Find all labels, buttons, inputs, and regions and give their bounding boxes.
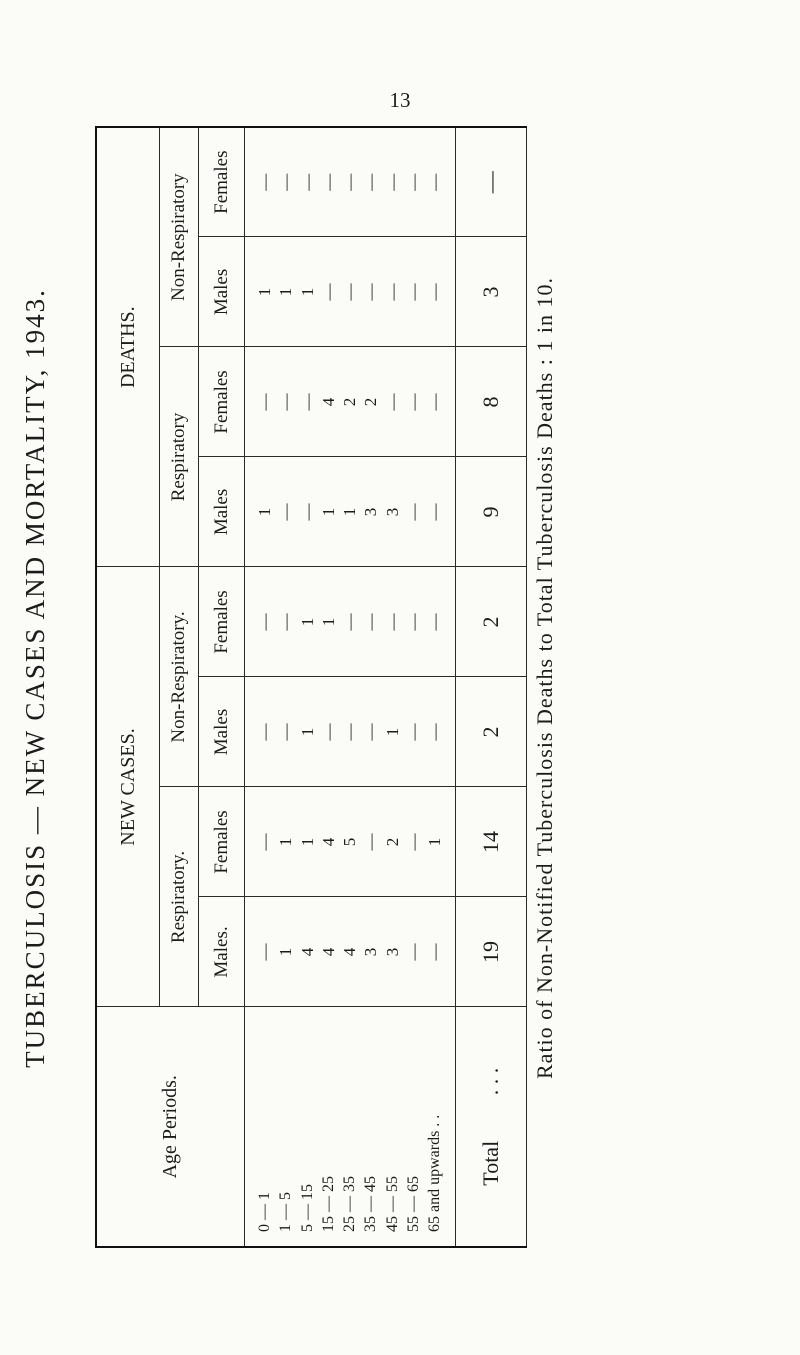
d-nonresp-females-header: Females xyxy=(199,127,245,237)
rotated-table-page xyxy=(10,78,580,1278)
d-nonresp-males-values xyxy=(245,237,456,347)
table-cell-value: 1 xyxy=(318,617,338,627)
table-cell-value: — xyxy=(425,283,444,301)
nc-nonresp-females-header: Females xyxy=(199,567,245,677)
table-cell-value: 1 xyxy=(340,507,359,517)
table-cell-value: — xyxy=(276,503,296,521)
nc-resp-females-header: Females xyxy=(199,787,245,897)
total-d-nonresp-females: — xyxy=(456,127,527,237)
total-nc-nonresp-females: 2 xyxy=(456,567,527,677)
age-period: 5 — 15 xyxy=(298,1184,316,1232)
table-cell-value: 4 xyxy=(318,397,338,407)
age-period: 55 — 65 xyxy=(404,1176,422,1232)
age-period: 1 — 5 xyxy=(277,1192,295,1232)
table-cell-value: — xyxy=(255,943,274,961)
new-cases-header: NEW CASES. xyxy=(96,567,160,1007)
nc-nonresp-males-values xyxy=(245,677,456,787)
table-cell-value: 2 xyxy=(361,397,381,407)
table-cell-value: 4 xyxy=(318,947,338,957)
nc-resp-males-header: Males. xyxy=(199,897,245,1007)
table-cell-value: — xyxy=(255,833,274,851)
total-nc-nonresp-males: 2 xyxy=(456,677,527,787)
nc-resp-females-values xyxy=(245,787,456,897)
table-cell-value: — xyxy=(403,393,423,411)
table-cell-value: — xyxy=(425,393,444,411)
table-cell-value: 3 xyxy=(382,947,402,957)
table-cell-value: — xyxy=(340,723,359,741)
table-cell-value: 4 xyxy=(340,947,359,957)
age-period: 35 — 45 xyxy=(362,1176,380,1232)
nc-nonresp-males-header: Males xyxy=(199,677,245,787)
total-nc-resp-females: 14 xyxy=(456,787,527,897)
table-cell-value: — xyxy=(425,943,444,961)
table-cell-value: 2 xyxy=(340,397,359,407)
total-label-cell xyxy=(456,1007,527,1247)
age-period: 25 — 35 xyxy=(341,1176,358,1232)
table-cell-value: 1 xyxy=(276,837,296,847)
table-cell-value: 1 xyxy=(382,727,402,737)
table-cell-value: — xyxy=(276,173,296,191)
table-cell-value: 3 xyxy=(361,947,381,957)
table-cell-value: — xyxy=(361,613,381,631)
table-cell-value: 5 xyxy=(340,837,359,847)
d-resp-females-header: Females xyxy=(199,347,245,457)
table-cell-value: 1 xyxy=(255,287,274,297)
table-cell-value: — xyxy=(340,613,359,631)
table-cell-value: 3 xyxy=(361,507,381,517)
table-cell-value: — xyxy=(361,173,381,191)
nc-resp-males-values xyxy=(245,897,456,1007)
total-dots: . . . xyxy=(478,1067,503,1096)
table-cell-value: — xyxy=(318,173,338,191)
table-cell-value: — xyxy=(403,173,423,191)
table-cell-value: — xyxy=(255,613,274,631)
total-d-nonresp-males: 3 xyxy=(456,237,527,347)
total-d-resp-females: 8 xyxy=(456,347,527,457)
table-cell-value: — xyxy=(318,283,338,301)
d-nonresp-males-header: Males xyxy=(199,237,245,347)
table-cell-value: — xyxy=(276,393,296,411)
table-cell-value: — xyxy=(361,723,381,741)
nc-respiratory-header: Respiratory. xyxy=(160,787,199,1007)
table-cell-value: 1 xyxy=(297,837,317,847)
d-non-respiratory-header: Non-Respiratory xyxy=(160,127,199,347)
table-cell-value: — xyxy=(361,833,381,851)
page-number: 13 xyxy=(389,88,411,112)
tuberculosis-table xyxy=(95,126,527,1248)
table-cell-value: 1 xyxy=(318,507,338,517)
table-cell-value: — xyxy=(403,723,423,741)
table-cell-value: — xyxy=(403,283,423,301)
deaths-header: DEATHS. xyxy=(96,127,160,567)
table-cell-value: — xyxy=(403,503,423,521)
total-d-resp-males: 9 xyxy=(456,457,527,567)
table-cell-value: — xyxy=(255,393,274,411)
table-cell-value: 1 xyxy=(297,287,317,297)
table-cell-value: — xyxy=(382,393,402,411)
table-cell-value: — xyxy=(403,943,423,961)
age-periods-list xyxy=(245,1007,456,1247)
age-period: 45 — 55 xyxy=(383,1176,401,1232)
table-cell-value: 4 xyxy=(297,947,317,957)
nc-nonresp-females-values xyxy=(245,567,456,677)
d-respiratory-header: Respiratory xyxy=(160,347,199,567)
table-cell-value: — xyxy=(276,723,296,741)
table-cell-value: — xyxy=(276,613,296,631)
age-period: 15 — 25 xyxy=(319,1176,337,1232)
table-cell-value: — xyxy=(425,613,444,631)
table-cell-value: — xyxy=(361,283,381,301)
table-cell-value: — xyxy=(318,723,338,741)
table-cell-value: — xyxy=(297,393,317,411)
table-cell-value: 4 xyxy=(318,837,338,847)
table-cell-value: 1 xyxy=(276,287,296,297)
d-resp-males-values xyxy=(245,457,456,567)
table-cell-value: 3 xyxy=(382,507,402,517)
table-cell-value: — xyxy=(340,173,359,191)
ratio-note: Ratio of Non-Notified Tuberculosis Deaths to Total Tuberculosis Deaths : 1 in 10. xyxy=(532,277,557,1079)
table-cell-value: — xyxy=(403,833,423,851)
d-resp-females-values xyxy=(245,347,456,457)
table-cell-value: — xyxy=(297,173,317,191)
table-cell-value: — xyxy=(255,173,274,191)
table-cell-value: — xyxy=(382,283,402,301)
table-cell-value: — xyxy=(403,613,423,631)
d-resp-males-header: Males xyxy=(199,457,245,567)
age-periods-header: Age Periods. xyxy=(96,1007,245,1247)
table-cell-value: — xyxy=(340,283,359,301)
table-cell-value: 1 xyxy=(297,617,317,627)
table-cell-value: — xyxy=(255,723,274,741)
nc-non-respiratory-header: Non-Respiratory. xyxy=(160,567,199,787)
table-cell-value: — xyxy=(425,723,444,741)
table-cell-value: 2 xyxy=(382,837,402,847)
total-nc-resp-males: 19 xyxy=(456,897,527,1007)
table-cell-value: 1 xyxy=(425,837,444,847)
table-cell-value: 1 xyxy=(276,947,296,957)
table-cell-value: — xyxy=(382,173,402,191)
table-title: TUBERCULOSIS — NEW CASES AND MORTALITY, 1943. xyxy=(20,288,50,1068)
table-cell-value: — xyxy=(297,503,317,521)
age-period: 65 and upwards . . xyxy=(426,1114,443,1232)
table-cell-value: — xyxy=(425,503,444,521)
total-label: Total xyxy=(478,1140,503,1186)
table-cell-value: 1 xyxy=(297,727,317,737)
age-period: 0 — 1 xyxy=(256,1192,273,1232)
d-nonresp-females-values xyxy=(245,127,456,237)
table-cell-value: — xyxy=(425,173,444,191)
table-cell-value: 1 xyxy=(255,507,274,517)
table-cell-value: — xyxy=(382,613,402,631)
